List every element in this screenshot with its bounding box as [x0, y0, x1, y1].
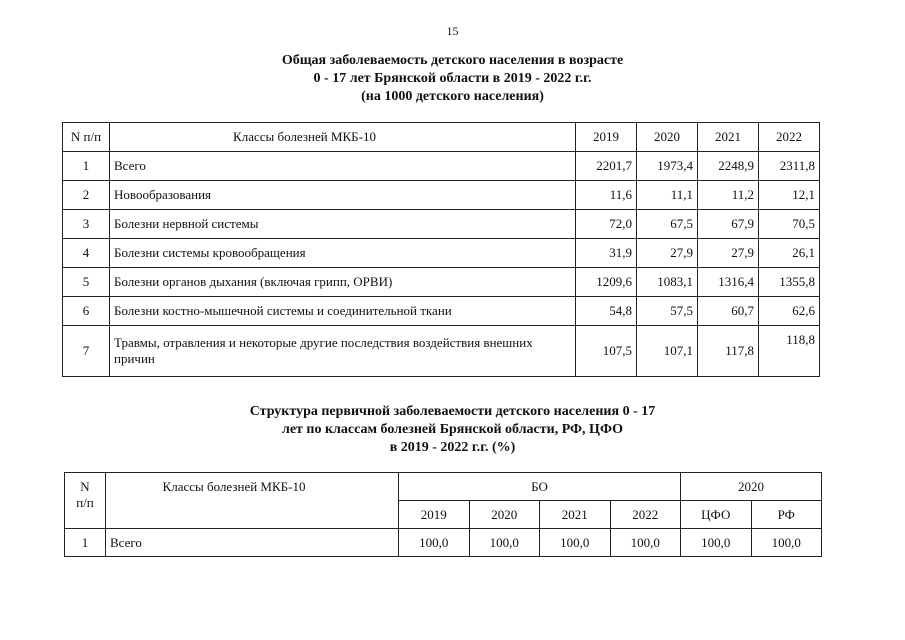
- header-classes: Классы болезней МКБ-10: [106, 473, 399, 529]
- row-name: Всего: [110, 152, 576, 181]
- row-value: 100,0: [751, 529, 822, 557]
- row-num: 1: [65, 529, 106, 557]
- structure-table: [64, 472, 822, 557]
- header-year: 2021: [540, 501, 611, 529]
- row-num: 3: [63, 210, 110, 239]
- row-value: 100,0: [540, 529, 611, 557]
- header-group-2020: 2020: [681, 473, 822, 501]
- table-header-row: [63, 123, 820, 152]
- row-num: 5: [63, 268, 110, 297]
- row-value: 1973,4: [637, 152, 698, 181]
- header-num-line: N: [80, 479, 90, 494]
- row-value: 27,9: [637, 239, 698, 268]
- row-value: 107,1: [637, 326, 698, 377]
- row-value: 100,0: [610, 529, 681, 557]
- table1-title-line: (на 1000 детского населения): [361, 89, 544, 104]
- table2-title-line: в 2019 - 2022 г.г. (%): [389, 440, 516, 455]
- row-value: 118,8: [759, 326, 820, 377]
- header-year: 2022: [759, 123, 820, 152]
- table-row: [63, 239, 820, 268]
- page-number: 15: [446, 24, 459, 38]
- row-num: 1: [63, 152, 110, 181]
- table-row: [65, 529, 822, 557]
- header-num-line: п/п: [76, 495, 94, 510]
- row-value: 1316,4: [698, 268, 759, 297]
- header-group-bo: БО: [399, 473, 681, 501]
- table-row: [63, 268, 820, 297]
- table2-title: [0, 403, 905, 457]
- table1-title-line: Общая заболеваемость детского населения в возрасте: [281, 53, 624, 68]
- row-value: 67,9: [698, 210, 759, 239]
- morbidity-table: [62, 122, 820, 377]
- row-value: 1083,1: [637, 268, 698, 297]
- header-region: РФ: [751, 501, 822, 529]
- header-year: 2019: [576, 123, 637, 152]
- header-num: N п/п: [63, 123, 110, 152]
- row-name: Всего: [106, 529, 399, 557]
- table-header-row: [65, 473, 822, 501]
- row-value: 1355,8: [759, 268, 820, 297]
- row-value: 107,5: [576, 326, 637, 377]
- row-name: Болезни системы кровообращения: [110, 239, 576, 268]
- table-row: [63, 297, 820, 326]
- row-value: 2248,9: [698, 152, 759, 181]
- header-classes: Классы болезней МКБ-10: [110, 123, 576, 152]
- row-value: 57,5: [637, 297, 698, 326]
- row-value: 2311,8: [759, 152, 820, 181]
- row-value: 100,0: [681, 529, 752, 557]
- table-row: [63, 210, 820, 239]
- row-value: 31,9: [576, 239, 637, 268]
- header-num: [65, 473, 106, 529]
- row-num: 6: [63, 297, 110, 326]
- row-value: 2201,7: [576, 152, 637, 181]
- header-year: 2020: [469, 501, 540, 529]
- table1-title: [0, 52, 905, 106]
- row-num: 4: [63, 239, 110, 268]
- row-value: 72,0: [576, 210, 637, 239]
- row-value: 54,8: [576, 297, 637, 326]
- row-value: 60,7: [698, 297, 759, 326]
- row-value: 100,0: [469, 529, 540, 557]
- row-name: Болезни костно-мышечной системы и соединительной ткани: [110, 297, 576, 326]
- row-value: 1209,6: [576, 268, 637, 297]
- row-num: 2: [63, 181, 110, 210]
- row-value: 11,6: [576, 181, 637, 210]
- row-value: 11,1: [637, 181, 698, 210]
- header-year: 2022: [610, 501, 681, 529]
- table-row: [63, 152, 820, 181]
- header-year: 2020: [637, 123, 698, 152]
- header-year: 2019: [399, 501, 470, 529]
- row-value: 100,0: [399, 529, 470, 557]
- row-value: 117,8: [698, 326, 759, 377]
- row-value: 27,9: [698, 239, 759, 268]
- row-value: 70,5: [759, 210, 820, 239]
- row-value: 12,1: [759, 181, 820, 210]
- table-row: [63, 326, 820, 377]
- table2-title-line: Структура первичной заболеваемости детского населения 0 - 17: [249, 404, 656, 419]
- header-year: 2021: [698, 123, 759, 152]
- header-region: ЦФО: [681, 501, 752, 529]
- row-value: 67,5: [637, 210, 698, 239]
- row-name: Травмы, отравления и некоторые другие последствия воздействия внешних причин: [110, 326, 576, 377]
- row-value: 62,6: [759, 297, 820, 326]
- table2-title-line: лет по классам болезней Брянской области, РФ, ЦФО: [281, 422, 624, 437]
- row-value: 11,2: [698, 181, 759, 210]
- row-name: Болезни нервной системы: [110, 210, 576, 239]
- row-name: Болезни органов дыхания (включая грипп, ОРВИ): [110, 268, 576, 297]
- row-value: 26,1: [759, 239, 820, 268]
- row-name: Новообразования: [110, 181, 576, 210]
- table-row: [63, 181, 820, 210]
- table1-title-line: 0 - 17 лет Брянской области в 2019 - 2022 г.г.: [313, 71, 592, 86]
- row-num: 7: [63, 326, 110, 377]
